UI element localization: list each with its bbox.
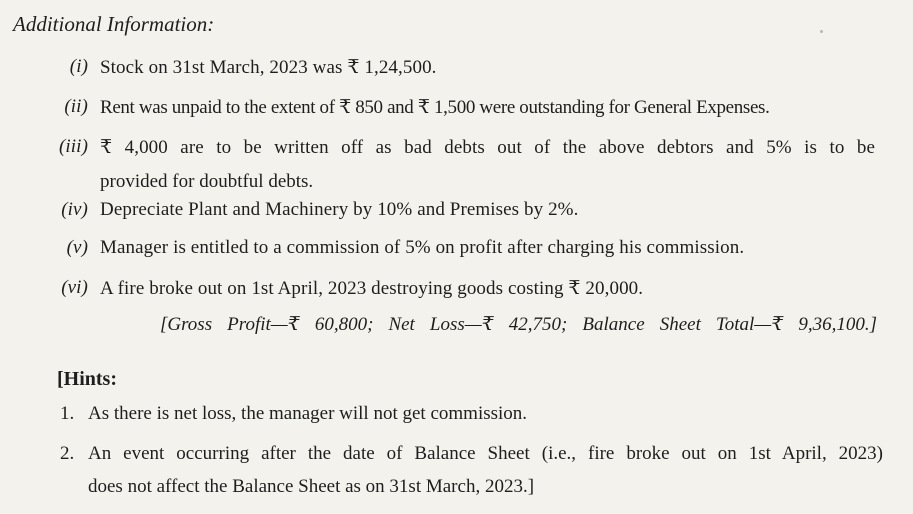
hint-number: 1. <box>60 403 75 424</box>
item-number: (v) <box>66 237 88 258</box>
answer-line: [Gross Profit—₹ 60,800; Net Loss—₹ 42,750; Balance Sheet Total—₹ 9,36,100.] <box>160 314 877 335</box>
item-number: (vi) <box>61 277 88 298</box>
item-number: (ii) <box>64 96 88 117</box>
page-speck <box>820 30 823 33</box>
item-text-continuation: provided for doubtful debts. <box>100 171 314 192</box>
hint-text: As there is net loss, the manager will not get commission. <box>88 403 528 424</box>
section-heading: Additional Information: <box>13 12 215 36</box>
item-text: A fire broke out on 1st April, 2023 destroying goods costing ₹ 20,000. <box>100 278 644 299</box>
hint-text: An event occurring after the date of Balance Sheet (i.e., fire broke out on 1st April, 2023) <box>88 443 883 464</box>
hint-number: 2. <box>60 443 75 464</box>
hint-text-continuation: does not affect the Balance Sheet as on 31st March, 2023.] <box>88 476 535 497</box>
item-number: (i) <box>69 56 88 77</box>
item-text: Stock on 31st March, 2023 was ₹ 1,24,500. <box>100 57 437 78</box>
item-number: (iii) <box>59 136 88 157</box>
item-text: ₹ 4,000 are to be written off as bad debts out of the above debtors and 5% is to be <box>100 137 875 158</box>
item-text: Manager is entitled to a commission of 5% on profit after charging his commission. <box>100 237 745 258</box>
item-text: Rent was unpaid to the extent of ₹ 850 and ₹ 1,500 were outstanding for General Expenses. <box>100 97 770 118</box>
item-text: Depreciate Plant and Machinery by 10% and Premises by 2%. <box>100 199 579 220</box>
hints-title: [Hints: <box>57 368 117 390</box>
item-number: (iv) <box>61 199 88 220</box>
